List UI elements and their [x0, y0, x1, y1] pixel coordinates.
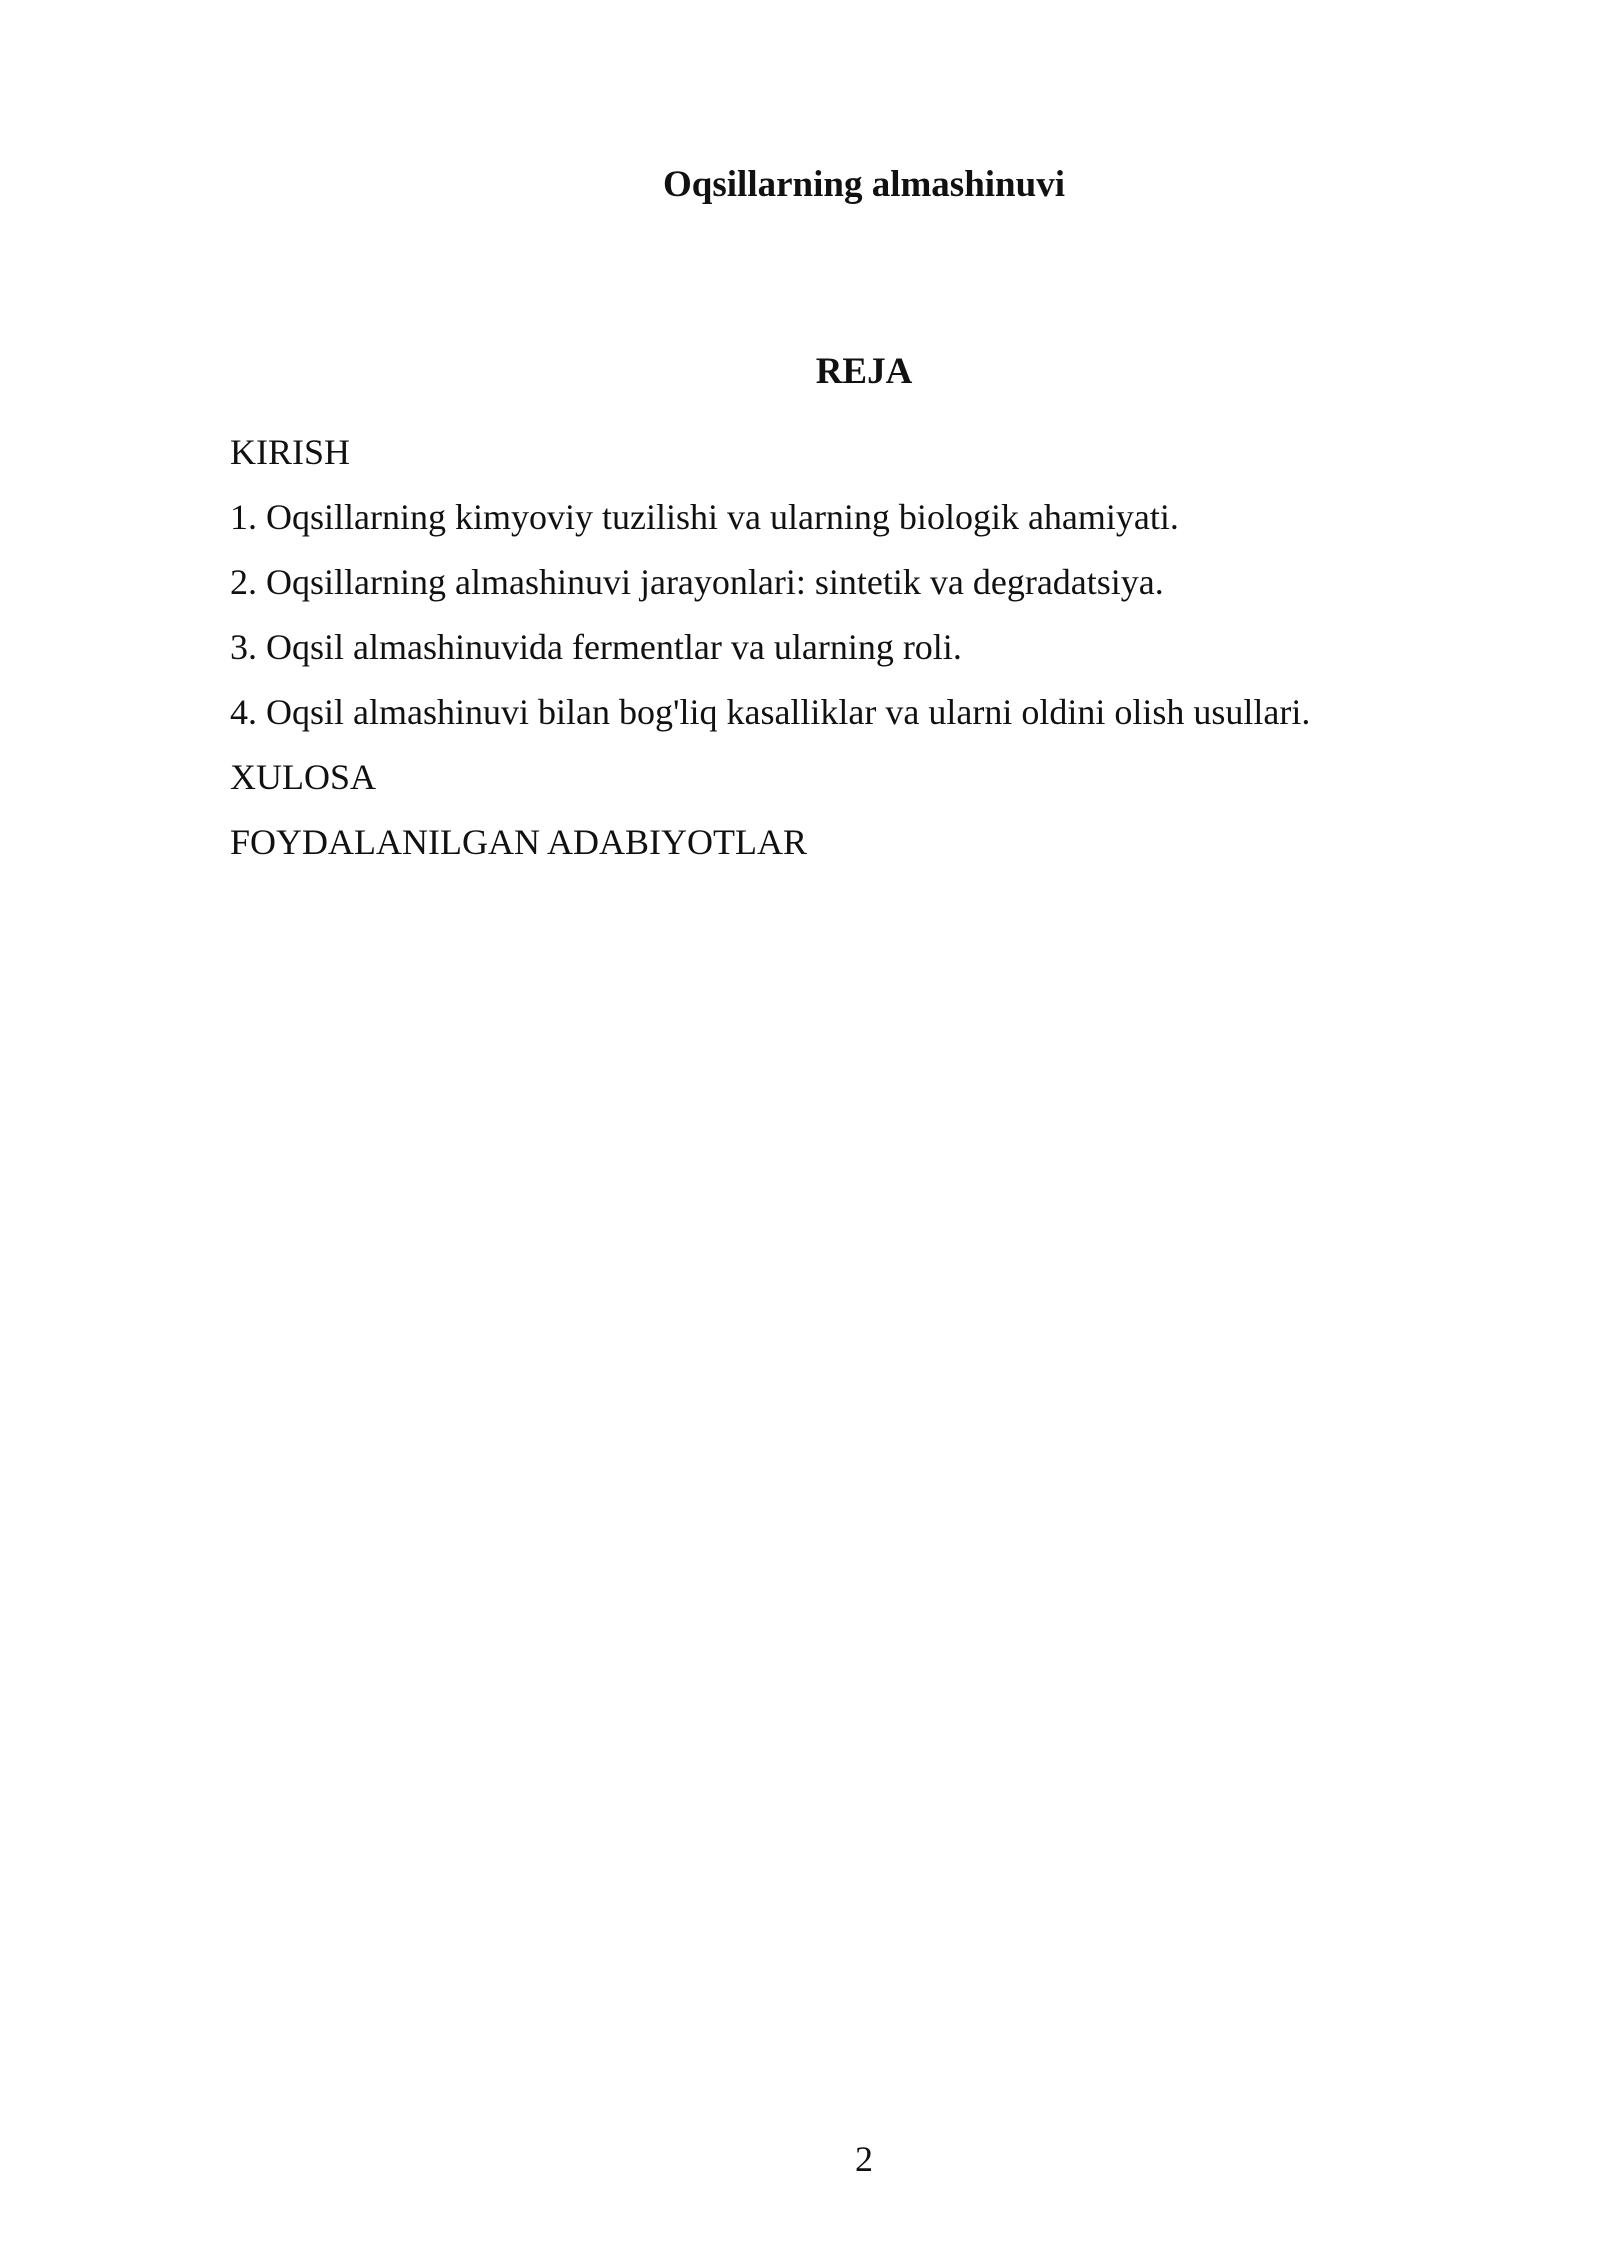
plan-item-4: 4. Oqsil almashinuvi bilan bog'liq kasalliklar va ularni oldini olish usullari.: [230, 692, 1311, 732]
plan-item-conclusion: XULOSA: [230, 757, 377, 797]
plan-list: [230, 420, 1310, 875]
plan-item-2: 2. Oqsillarning almashinuvi jarayonlari: sintetik va degradatsiya.: [230, 562, 1164, 602]
page-number: 2: [855, 2139, 873, 2179]
plan-item-1: 1. Oqsillarning kimyoviy tuzilishi va ularning biologik ahamiyati.: [230, 497, 1179, 537]
document-title: Oqsillarning almashinuvi: [663, 164, 1065, 205]
plan-item-references: FOYDALANILGAN ADABIYOTLAR: [230, 822, 807, 862]
plan-item-3: 3. Oqsil almashinuvida fermentlar va ularning roli.: [230, 627, 962, 667]
plan-item-intro: KIRISH: [230, 432, 351, 472]
plan-heading: REJA: [815, 351, 913, 392]
